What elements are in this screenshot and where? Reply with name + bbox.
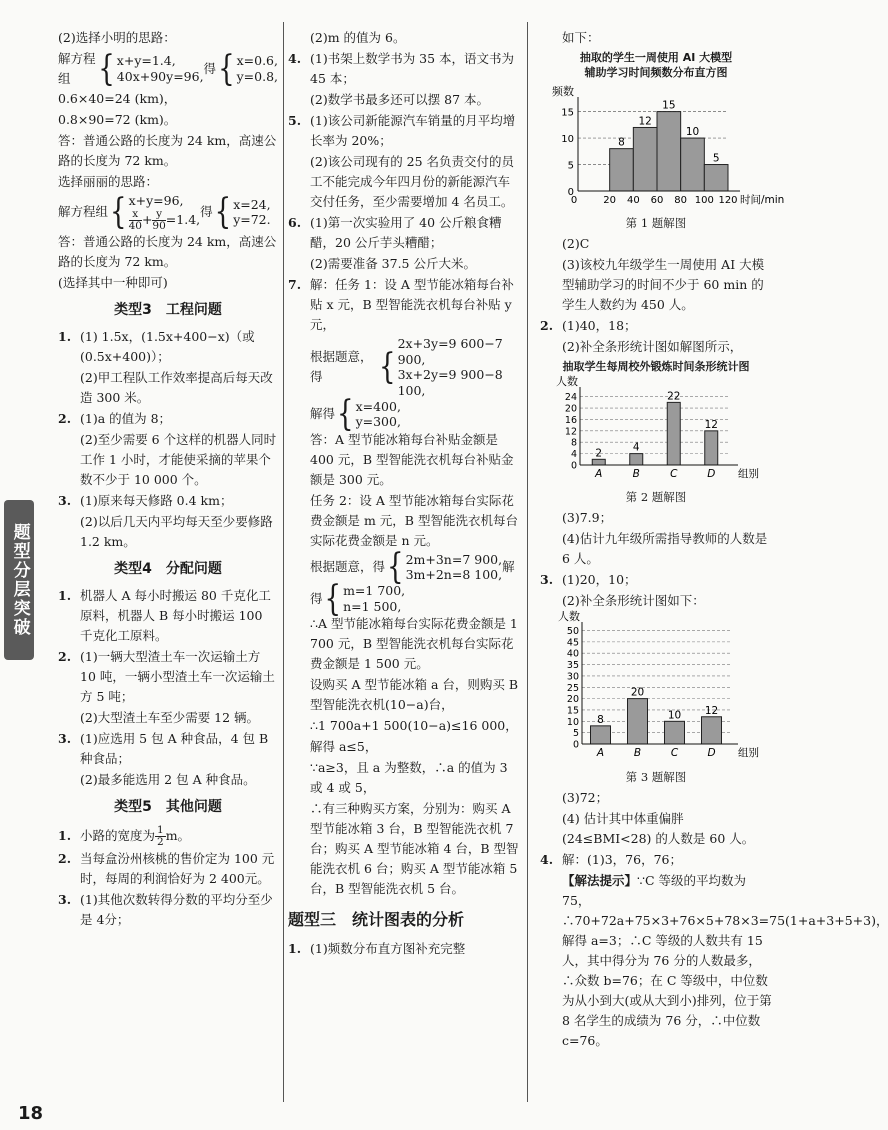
equation: 2m+3n=7 900,	[405, 551, 503, 567]
text-line: (2)最多能选用 2 包 A 种食品。	[80, 772, 256, 788]
equation: x+y=1.4,	[116, 53, 176, 69]
y-tick-label: 15	[561, 107, 574, 119]
question-number: 7.	[288, 277, 302, 292]
section-heading: 类型3 工程问题	[114, 301, 222, 318]
y-tick-label: 10	[561, 133, 574, 145]
figure-title: 抽取学生每周校外锻炼时间条形统计图	[562, 360, 750, 374]
fraction-den: 2	[157, 835, 164, 848]
question-number: 2.	[58, 649, 72, 665]
x-tick-label: A	[596, 746, 605, 759]
text-line: 当每盒汾州核桃的售价定为 100 元时，每周的利润恰好为 2 400元。	[80, 850, 275, 886]
text-line: 解得	[310, 406, 336, 422]
text-line: m。	[165, 827, 191, 843]
y-tick-label: 35	[566, 660, 579, 672]
y-tick-label: 0	[570, 460, 577, 472]
bar	[628, 699, 648, 744]
text-line: (1)其他次数转得分数的平均分至少是 4分；	[80, 891, 273, 927]
text-line: (1)一辆大型渣土车一次运输土方 10 吨，一辆小型渣土车一次运输土方 5 吨；	[80, 649, 275, 705]
question-item	[58, 729, 278, 790]
bar	[702, 717, 722, 744]
equation-tail: =1.4,	[165, 211, 201, 227]
column-divider	[527, 22, 528, 1102]
question-item	[58, 825, 278, 848]
question-number: 4.	[540, 852, 554, 868]
y-tick-label: 16	[564, 414, 577, 426]
equation: 3m+2n=8 100,	[405, 567, 503, 583]
side-tab-label: 题型分层突破	[9, 523, 30, 637]
y-tick-label: 20	[566, 694, 579, 706]
text-line: ∵a≥3，且 a 为整数，∴a 的值为 3 或 4 或 5，	[310, 760, 508, 796]
text-line: (1)第一次实验用了 40 公斤粮食糟醋，20 公斤芋头糟醋；	[310, 215, 502, 250]
equation: x+y=96,	[128, 193, 184, 208]
section-heading: 类型5 其他问题	[114, 799, 222, 816]
x-tick-label: B	[632, 467, 640, 480]
bar-value-label: 5	[712, 152, 720, 165]
x-tick-label: C	[670, 467, 678, 480]
bar-value-label: 2	[595, 446, 603, 459]
fraction-num: y	[152, 209, 165, 221]
text-line: (1)书架上数学书为 35 本，语文书为 45 本；	[310, 51, 515, 86]
question-item	[288, 111, 520, 212]
bar-value-label: 12	[704, 418, 718, 431]
x-tick-label: D	[707, 467, 716, 480]
x-tick-label: 100	[694, 194, 714, 206]
answer-column-2	[288, 28, 520, 960]
equation: y=72.	[233, 212, 271, 228]
text-line: (2)数学书最多还可以摆 87 本。	[310, 92, 490, 107]
figure-title	[540, 50, 772, 81]
equation-system: 解方程组 { x+y=1.4, 40x+90y=96, 得 { x=0.6, y=0.8,	[58, 48, 278, 90]
bar-value-label: 8	[597, 713, 604, 726]
question-item	[288, 49, 520, 110]
text-line: 得	[310, 590, 323, 606]
bar-value-label: 10	[685, 125, 700, 138]
bar-value-label: 12	[638, 115, 652, 128]
question-number: 4.	[288, 51, 302, 66]
text-line: (2)C	[562, 236, 590, 252]
question-item	[540, 570, 772, 611]
equation: n=1 500,	[343, 598, 402, 614]
x-tick-label: 0	[570, 194, 578, 206]
question-number: 3.	[540, 571, 554, 587]
equation-system: 得 { m=1 700, n=1 500,	[310, 578, 406, 619]
text-line: (选择其中一种即可)	[58, 274, 168, 290]
y-tick-label: 25	[566, 682, 579, 694]
equation-system: 根据题意，得 { 2x+3y=9 600−7 900, 3x+2y=9 900−8 100,	[310, 336, 520, 399]
equation: 40x+90y=96,	[116, 69, 204, 84]
figure-caption: 第 3 题解图	[625, 769, 687, 784]
question-item	[58, 327, 278, 408]
text-line: (3)该校九年级学生一周使用 AI 大模型辅助学习的时间不少于 60 min 的学生人数约为 450 人。	[562, 257, 765, 313]
question-item	[58, 491, 278, 552]
equation-system: 解得 { x=400, y=300,	[310, 393, 401, 435]
text-line: ∴1 700a+1 500(10−a)≤16 000，	[310, 718, 518, 734]
text-line: (2)补全条形统计图如下：	[562, 592, 705, 608]
figure-caption: 第 2 题解图	[625, 489, 687, 504]
question-number: 3.	[58, 891, 72, 907]
y-tick-label: 4	[570, 448, 577, 460]
equation: $\frac{x}{40}$ + $\frac{y}{90}$ =1.4,	[128, 207, 201, 232]
bar-value-label: 10	[667, 709, 682, 722]
text-line: 任务 2：设 A 型节能冰箱每台实际花费金额是 m 元，B 型智能洗衣机每台实际花费金额是 n 元。	[310, 492, 518, 548]
x-tick-label: 80	[674, 194, 688, 206]
bar-value-label: 12	[704, 704, 719, 717]
question-number: 2.	[58, 411, 72, 427]
text-line: (1) 1.5x，(1.5x+400−x)（或(0.5x+400)）；	[80, 329, 255, 365]
question-number: 1.	[58, 827, 72, 843]
text-line: (2)选择小明的思路：	[58, 30, 176, 45]
text-line: (1)频数分布直方图补充完整	[310, 940, 466, 956]
text-line: (2)补全条形统计图如解图所示，	[562, 339, 743, 355]
text-line: 解方程组	[58, 204, 109, 220]
y-axis-label: 频数	[552, 84, 574, 98]
x-tick-label: C	[670, 746, 679, 759]
text-line: (1)a 的值为 8；	[80, 411, 172, 427]
text-line: 根据题意，得	[310, 349, 373, 385]
equation: x=0.6,	[236, 53, 278, 69]
y-tick-label: 24	[564, 391, 577, 403]
histogram-chart	[540, 83, 785, 208]
y-tick-label: 10	[566, 716, 579, 728]
equation: y=300,	[355, 414, 401, 430]
text-line: ∴A 型节能冰箱每台实际花费金额是 1 700 元，B 型智能洗衣机每台实际花费金额是 1 500 元。	[310, 616, 518, 672]
y-tick-label: 8	[570, 437, 577, 449]
text-line: (1)40，18；	[562, 318, 637, 334]
x-tick-label: 60	[650, 194, 664, 206]
equation-system: 根据题意，得 { 2m+3n=7 900, 3m+2n=8 100, 解	[310, 547, 515, 588]
x-tick-label: 40	[626, 194, 640, 206]
equation: m=1 700,	[343, 583, 406, 598]
figure-title-line: 抽取的学生一周使用 AI 大模型	[579, 51, 733, 64]
x-tick-label: 20	[603, 194, 617, 206]
question-item	[288, 213, 520, 274]
text-line: (2)该公司现有的 25 名负责交付的员工不能完成今年四月份的新能源汽车交付任务，至少需要增加 4 名员工。	[310, 154, 515, 209]
y-tick-label: 20	[564, 403, 577, 415]
question-number: 1.	[58, 329, 72, 345]
text-line: (4) 估计其中体重偏胖 (24≤BMI<28) 的人数是 60 人。	[562, 811, 755, 847]
question-number: 5.	[288, 113, 302, 128]
histogram-bar	[610, 148, 634, 190]
page-number: 18	[18, 1103, 44, 1124]
text-line: 答：普通公路的长度为 24 km，高速公路的长度为 72 km。	[58, 133, 277, 168]
bar	[705, 430, 718, 464]
tip-label: 【解法提示】	[562, 873, 638, 889]
text-line: (2)甲工程队工作效率提高后每天改造 300 米。	[80, 370, 273, 406]
histogram-bar	[633, 127, 657, 191]
question-number: 6.	[288, 215, 302, 230]
x-axis-label: 组别	[738, 746, 759, 759]
text-line: (3)7.9；	[562, 509, 613, 525]
text-line: (3)72；	[562, 790, 609, 806]
x-tick-label: D	[707, 746, 716, 759]
text-line: 如下：	[562, 30, 600, 45]
equation: 3x+2y=9 900−8 100,	[397, 367, 503, 398]
question-item	[540, 316, 772, 357]
text-line: 解：任务 1：设 A 型节能冰箱每台补贴 x 元，B 型智能洗衣机每台补贴 y 元，	[310, 277, 514, 332]
y-tick-label: 5	[567, 160, 574, 172]
bar-chart	[540, 609, 772, 762]
bar	[667, 402, 680, 465]
x-tick-label: B	[633, 746, 642, 759]
bar-value-label: 8	[618, 136, 625, 149]
bar	[665, 721, 685, 744]
text-line: 得	[203, 61, 217, 76]
bar-value-label: 20	[630, 686, 645, 699]
equation: x=24,	[233, 196, 271, 212]
answer-column-1	[58, 28, 278, 931]
fraction-num: x	[129, 209, 142, 221]
histogram-bar	[681, 138, 705, 191]
text-line: 解方程组	[58, 51, 96, 86]
question-number: 2.	[58, 850, 72, 866]
bar-value-label: 15	[662, 99, 676, 112]
text-line: (2)大型渣土车至少需要 12 辆。	[80, 710, 260, 726]
histogram-bar	[657, 111, 681, 190]
bar	[591, 726, 611, 744]
y-tick-label: 0	[567, 186, 574, 198]
equation: 2x+3y=9 600−7 900,	[397, 336, 503, 367]
text-line: (4)估计九年级所需指导教师的人数是 6 人。	[562, 530, 768, 566]
text-line: (2)以后几天内平均每天至少要修路 1.2 km。	[80, 514, 273, 550]
text-line: 得	[200, 204, 213, 220]
question-item	[540, 508, 772, 569]
x-tick-label: 120	[718, 194, 738, 206]
x-axis-label: 时间/min	[740, 193, 785, 206]
y-tick-label: 0	[572, 739, 579, 751]
answer-column-3	[540, 28, 888, 1052]
text-line: 解得 a≤5，	[310, 739, 378, 755]
histogram-bar	[704, 164, 728, 190]
text-line: (1)原来每天修路 0.4 km；	[80, 493, 233, 509]
bar-value-label: 4	[632, 441, 640, 454]
section-heading: 题型三 统计图表的分析	[288, 910, 465, 930]
question-item	[288, 275, 520, 899]
y-tick-label: 40	[566, 648, 579, 660]
equation-system: 解方程组 { x+y=96, $\frac{x}{40}$ + $\frac{y}{90}$ =1.4, 得 { x=24, y=72.	[58, 192, 271, 233]
bar	[630, 453, 643, 464]
text-line: (1)应选用 5 包 A 种食品，4 包 B 种食品；	[80, 731, 269, 767]
question-item	[58, 849, 278, 889]
fraction-den: 90	[152, 219, 166, 232]
question-number: 3.	[58, 493, 72, 509]
equation: x=400,	[355, 398, 401, 414]
question-item	[58, 647, 278, 728]
text-line: 答：普通公路的长度为 24 km，高速公路的长度为 72 km。	[58, 233, 277, 269]
question-number: 1.	[288, 940, 302, 956]
text-line: 解	[502, 559, 515, 575]
text-line: ∴有三种购买方案，分别为：购买 A 型节能冰箱 3 台，B 型智能洗衣机 7 台；购买 A 型节能冰箱 4 台，B 型智能洗衣机 6 台；购买 A 型节能冰箱 5 台，B 型智能洗衣机 5 台。	[310, 801, 519, 897]
text-line: 答：A 型节能冰箱每台补贴金额是 400 元，B 型智能洗衣机每台补贴金额是 300 元。	[310, 431, 514, 487]
side-section-tab	[4, 500, 34, 660]
text-line: (1)该公司新能源汽车销量的月平均增长率为 20%；	[310, 113, 516, 148]
x-tick-label: A	[595, 467, 603, 480]
question-item	[58, 409, 278, 490]
y-tick-label: 50	[566, 625, 579, 637]
text-line: (1)20，10；	[562, 571, 637, 587]
y-tick-label: 15	[566, 705, 579, 717]
question-item	[540, 788, 772, 849]
text-line: 解：(1)3，76，76；	[562, 852, 682, 868]
question-number: 2.	[540, 318, 554, 334]
question-number: 3.	[58, 731, 72, 747]
y-tick-label: 12	[564, 425, 577, 437]
equation: y=0.8,	[236, 69, 278, 84]
text-line: (2)m 的值为 6。	[310, 30, 406, 45]
bar	[592, 459, 605, 465]
text-line: 设购买 A 型节能冰箱 a 台，则购买 B 型智能洗衣机(10−a)台，	[310, 677, 519, 713]
question-item	[288, 939, 520, 959]
y-axis-label: 人数	[556, 374, 578, 388]
bar-value-label: 22	[667, 389, 681, 402]
text-line: 根据题意，得	[310, 559, 386, 575]
bar-chart	[540, 374, 772, 482]
column-divider	[283, 22, 284, 1102]
text-line: 选择丽丽的思路：	[58, 174, 159, 189]
figure-title-line: 辅助学习时间频数分布直方图	[584, 66, 728, 80]
y-tick-label: 45	[566, 637, 579, 649]
question-item	[58, 890, 278, 930]
y-axis-label: 人数	[558, 609, 580, 623]
text-line: 机器人 A 每小时搬运 80 千克化工原料，机器人 B 每小时搬运 100 千克化工原料。	[80, 588, 271, 644]
question-item	[58, 586, 278, 646]
y-tick-label: 5	[572, 728, 579, 740]
text-line: (2)至少需要 6 个这样的机器人同时工作 1 小时，才能使采摘的苹果个数不少于 10 000 个。	[80, 432, 277, 488]
text-line: (2)需要准备 37.5 公斤大米。	[310, 256, 476, 271]
text-line: 0.8×90=72 (km)。	[58, 112, 177, 127]
figure-caption: 第 1 题解图	[625, 215, 687, 230]
question-item	[540, 850, 888, 1051]
y-tick-label: 30	[566, 671, 579, 683]
section-heading: 类型4 分配问题	[114, 561, 222, 578]
fraction-den: 40	[128, 219, 142, 232]
text-line: ∵C 等级的平均数为 75，∴70+72a+75×3+76×5+78×3=75(1+a+3+5+3)，解得 a=3；∴C 等级的人数共有 15 人，其中得分为 76 分的人数最多，∴众数 b=76；在 C 等级中，中位数为从小到大(或从大到小)排列，位于第 8 名学生的成绩为 76 分，∴中位数 c=76。	[562, 873, 888, 1049]
question-number: 1.	[58, 588, 72, 604]
text-line: 0.6×40=24 (km)，	[58, 91, 177, 106]
fraction-num: 1	[157, 823, 164, 836]
x-axis-label: 组别	[738, 467, 759, 480]
text-line: 小路的宽度为	[80, 827, 156, 843]
